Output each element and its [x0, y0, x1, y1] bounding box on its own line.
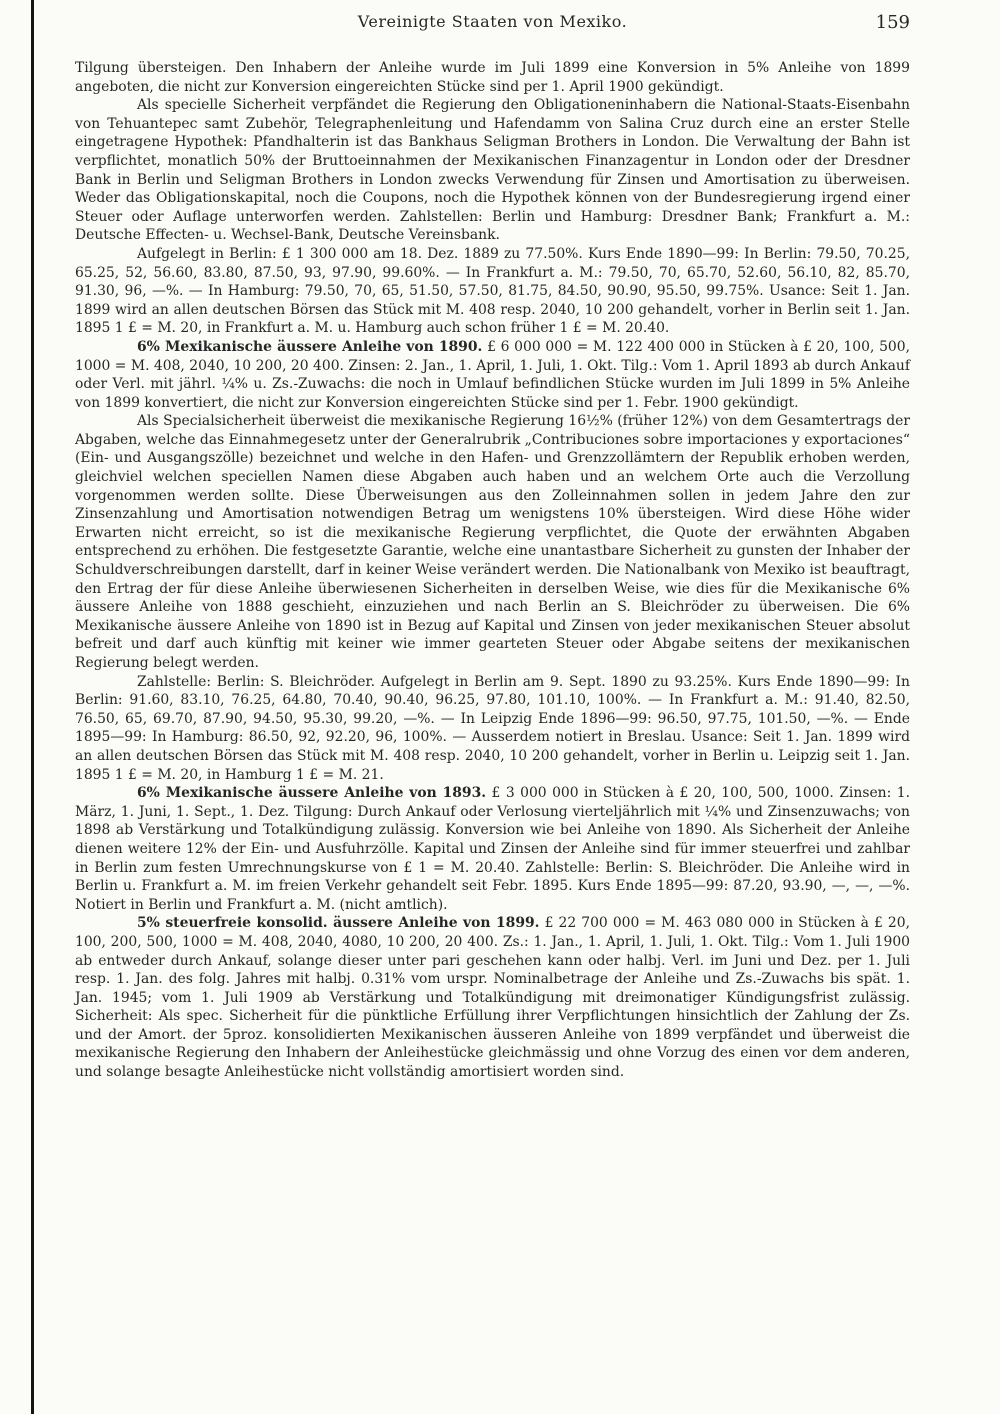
book-spine-rule	[31, 0, 34, 1414]
paragraph	[75, 412, 910, 672]
loan-entry-1899	[75, 914, 910, 1081]
paragraph-text: Aufgelegt in Berlin: £ 1 300 000 am 18. Dez. 1889 zu 77.50%. Kurs Ende 1890—99: In Berlin: 79.50, 70.25, 65.25, 52, 56.60, 83.80, 87.50, 93, 97.90, 99.60%. — In Frankfurt a. M.: 79.50, 70, 65.70, 52.60, 56.10, 82, 85.70, 91.30, 96, —%. — In Hamburg: 79.50, 70, 65, 51.50, 57.50, 81.75, 84.50, 90.90, 95.50, 99.75%. Usance: Seit 1. Jan. 1899 wird an allen deutschen Börsen das Stück mit M. 408 resp. 2040, 10 200 gehandelt, vorher in Berlin seit 1. Jan. 1895 1 £ = M. 20, in Frankfurt a. M. u. Hamburg auch schon früher 1 £ = M. 20.40.	[75, 245, 910, 337]
loan-entry-1890	[75, 338, 910, 412]
paragraph	[75, 673, 910, 785]
page-number: 159	[875, 12, 910, 33]
paragraph	[75, 59, 910, 96]
loan-entry-1893	[75, 784, 910, 914]
document-page	[75, 0, 910, 1082]
running-title: Vereinigte Staaten von Mexiko.	[357, 12, 628, 31]
paragraph-text: Zahlstelle: Berlin: S. Bleichröder. Aufgelegt in Berlin am 9. Sept. 1890 zu 93.25%. Kurs Ende 1890—99: In Berlin: 91.60, 83.10, 76.25, 64.80, 70.40, 90.40, 96.25, 97.80, 101.10, 100%. — In Frankfurt a. M.: 91.40, 82.50, 76.50, 65, 69.70, 87.90, 94.50, 95.30, 99.20, —%. — In Leipzig Ende 1896—99: 96.50, 97.75, 101.50, —%. — Ende 1895—99: In Hamburg: 86.50, 92, 92.20, 96, 100%. — Ausserdem notiert in Breslau. Usance: Seit 1. Jan. 1899 wird an allen deutschen Börsen das Stück mit M. 408 resp. 2040, 10 200 gehandelt, vorher in Berlin u. Leipzig seit 1. Jan. 1895 1 £ = M. 20, in Hamburg 1 £ = M. 21.	[75, 673, 910, 783]
paragraph-text: £ 22 700 000 = M. 463 080 000 in Stücken à £ 20, 100, 200, 500, 1000 = M. 408, 2040, 4080, 10 200, 20 400. Zs.: 1. Jan., 1. April, 1. Juli, 1. Okt. Tilg.: Vom 1. Juli 1900 ab entweder durch Ankauf, solange dieser unter pari geschehen kann oder halbj. Verl. im Juni und Dez. per 1. Juli resp. 1. Jan. des folg. Jahres mit halbj. 0.31% vom urspr. Nominalbetrage der Anleihe und Zs.-Zuwachs bis spät. 1. Jan. 1945; vom 1. Juli 1909 ab Verstärkung und Totalkündigung mit dreimonatiger Kündigungsfrist zulässig. Sicherheit: Als spec. Sicherheit für die pünktliche Erfüllung ihrer Verpflichtungen hinsichtlich der Zahlung der Zs. und der Amort. der 5proz. konsolidierten Mexikanischen äusseren Anleihe von 1899 verpfändet und überweist die mexikanische Regierung den Inhabern der Anleihestücke gleichmässig und ohne Vorzug des einen vor dem anderen, und solange besagte Anleihestücke nicht vollständig amortisiert worden sind.	[75, 915, 910, 1081]
loan-heading: 6% Mexikanische äussere Anleihe von 1890.	[137, 338, 483, 355]
loan-heading: 5% steuerfreie konsolid. äussere Anleihe von 1899.	[137, 915, 540, 932]
paragraph-text: £ 6 000 000 = M. 122 400 000 in Stücken à £ 20, 100, 500, 1000 = M. 408, 2040, 10 200, 20 400. Zinsen: 2. Jan., 1. April, 1. Juli, 1. Okt. Tilg.: Vom 1. April 1893 ab durch Ankauf oder Verl. mit jährl. ¼% u. Zs.-Zuwachs: die noch in Umlauf befindlichen Stücke wurden im Juli 1899 in 5% Anleihe von 1899 konvertiert, die nicht zur Konversion eingereichten Stücke sind per 1. Febr. 1900 gekündigt.	[75, 338, 911, 411]
paragraph-text: Tilgung übersteigen. Den Inhabern der Anleihe wurde im Juli 1899 eine Konversion in 5% Anleihe von 1899 angeboten, die nicht zur Konversion eingereichten Stücke sind per 1. April 1900 gekündigt.	[75, 60, 910, 95]
loan-heading: 6% Mexikanische äussere Anleihe von 1893.	[137, 785, 487, 802]
page-header	[75, 12, 910, 42]
paragraph-text: Als specielle Sicherheit verpfändet die Regierung den Obligationeninhabern die National-Staats-Eisenbahn von Tehuantepec samt Zubehör, Telegraphenleitung und Hafendamm von Salina Cruz durch eine an erster Stelle eingetragene Hypothek: Pfandhalterin ist das Bankhaus Seligman Brothers in London. Die Verwaltung der Bahn ist verpflichtet, monatlich 50% der Bruttoeinnahmen der Mexikanischen Finanzagentur in London oder der Dresdner Bank in Berlin und Seligman Brothers in London zwecks Verwendung für Zinsen und Amortisation zu überweisen. Weder das Obligationskapital, noch die Coupons, noch die Hypothek können von der Bundesregierung irgend einer Steuer oder Auflage unterworfen werden. Zahlstellen: Berlin und Hamburg: Dresdner Bank; Frankfurt a. M.: Deutsche Effecten- u. Wechsel-Bank, Deutsche Vereinsbank.	[75, 97, 910, 244]
body-text	[75, 59, 910, 1082]
paragraph	[75, 96, 910, 245]
paragraph-text: £ 3 000 000 in Stücken à £ 20, 100, 500, 1000. Zinsen: 1. März, 1. Juni, 1. Sept., 1. Dez. Tilgung: Durch Ankauf oder Verlosung vierteljährlich mit ¼% und Zinsenzuwachs; von 1898 ab Verstärkung und Totalkündigung zulässig. Konversion wie bei Anleihe von 1890. Als Sicherheit der Anleihe dienen weitere 12% der Ein- und Ausfuhrzölle. Kapital und Zinsen der Anleihe sind für immer steuerfrei und zahlbar in Berlin zum festen Umrechnungskurse von £ 1 = M. 20.40. Zahlstelle: Berlin: S. Bleichröder. Die Anleihe wird in Berlin u. Frankfurt a. M. im freien Verkehr gehandelt seit Febr. 1895. Kurs Ende 1895—99: 87.20, 93.90, —, —, —%. Notiert in Berlin und Frankfurt a. M. (nicht amtlich).	[75, 785, 911, 913]
paragraph	[75, 245, 910, 338]
paragraph-text: Als Specialsicherheit überweist die mexikanische Regierung 16½% (früher 12%) von dem Gesamtertrags der Abgaben, welche das Einnahmegesetz unter der Generalrubrik „Contribuciones sobre importaciones y exportaciones“ (Ein- und Ausgangszölle) bezeichnet und welche in den Hafen- und Grenzzollämtern der Republik erhoben werden, gleichviel welchen speciellen Namen diese Abgaben auch haben und an welchem Orte auch die Verzollung vorgenommen werden sollte. Diese Überweisungen aus den Zolleinnahmen sollen in jedem Jahre den zur Zinsenzahlung und Amortisation notwendigen Betrag um wenigstens 10% übersteigen. Wird diese Höhe wider Erwarten nicht erreicht, so ist die mexikanische Regierung verpflichtet, die Quote der erwähnten Abgaben entsprechend zu erhöhen. Die festgesetzte Garantie, welche eine unantastbare Sicherheit zu gunsten der Inhaber der Schuldverschreibungen darstellt, darf in keiner Weise verändert werden. Die Nationalbank von Mexiko ist beauftragt, den Ertrag der für diese Anleihe überwiesenen Sicherheiten in derselben Weise, wie dies für die Mexikanische 6% äussere Anleihe von 1888 geschieht, einzuziehen und nach Berlin an S. Bleichröder zu überweisen. Die 6% Mexikanische äussere Anleihe von 1890 ist in Bezug auf Kapital und Zinsen von jeder mexikanischen Steuer absolut befreit und darf auch künftig mit keiner wie immer gearteten Steuer oder Abgabe seitens der mexikanischen Regierung belegt werden.	[75, 413, 910, 671]
